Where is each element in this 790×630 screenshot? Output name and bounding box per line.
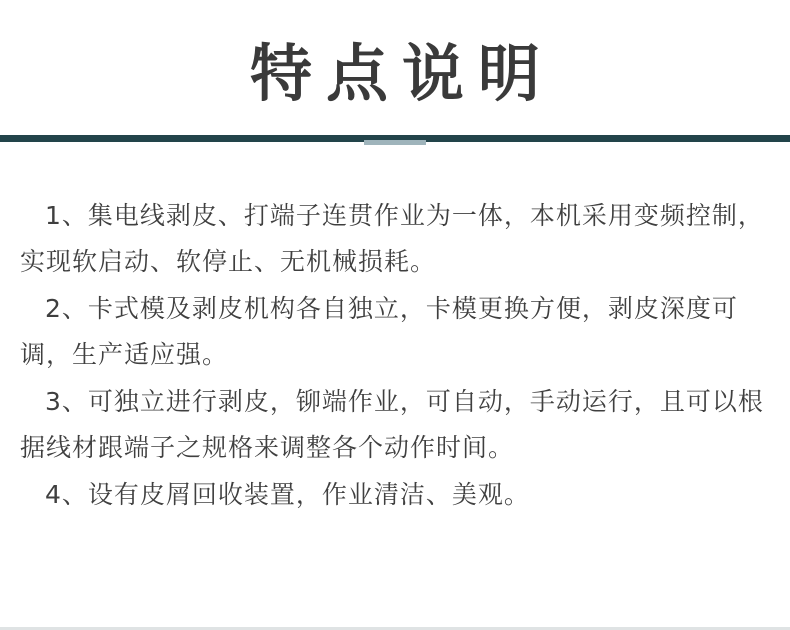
feature-paragraph: 4、设有皮屑回收装置，作业清洁、美观。 <box>45 480 530 510</box>
feature-paragraph: 2、卡式模及剥皮机构各自独立，卡模更换方便，剥皮深度可调，生产适应强。 <box>20 294 738 370</box>
title-divider <box>0 135 790 145</box>
title-section <box>0 0 790 109</box>
body-section <box>0 145 790 518</box>
divider-accent <box>364 140 426 145</box>
feature-paragraph: 3、可独立进行剥皮，铆端作业，可自动，手动运行，且可以根据线材跟端子之规格来调整各个动作时间。 <box>20 387 764 463</box>
feature-paragraph: 1、集电线剥皮、打端子连贯作业为一体，本机采用变频控制，实现软启动、软停止、无机械损耗。 <box>20 201 764 277</box>
page-title: 特点说明 <box>249 37 554 110</box>
